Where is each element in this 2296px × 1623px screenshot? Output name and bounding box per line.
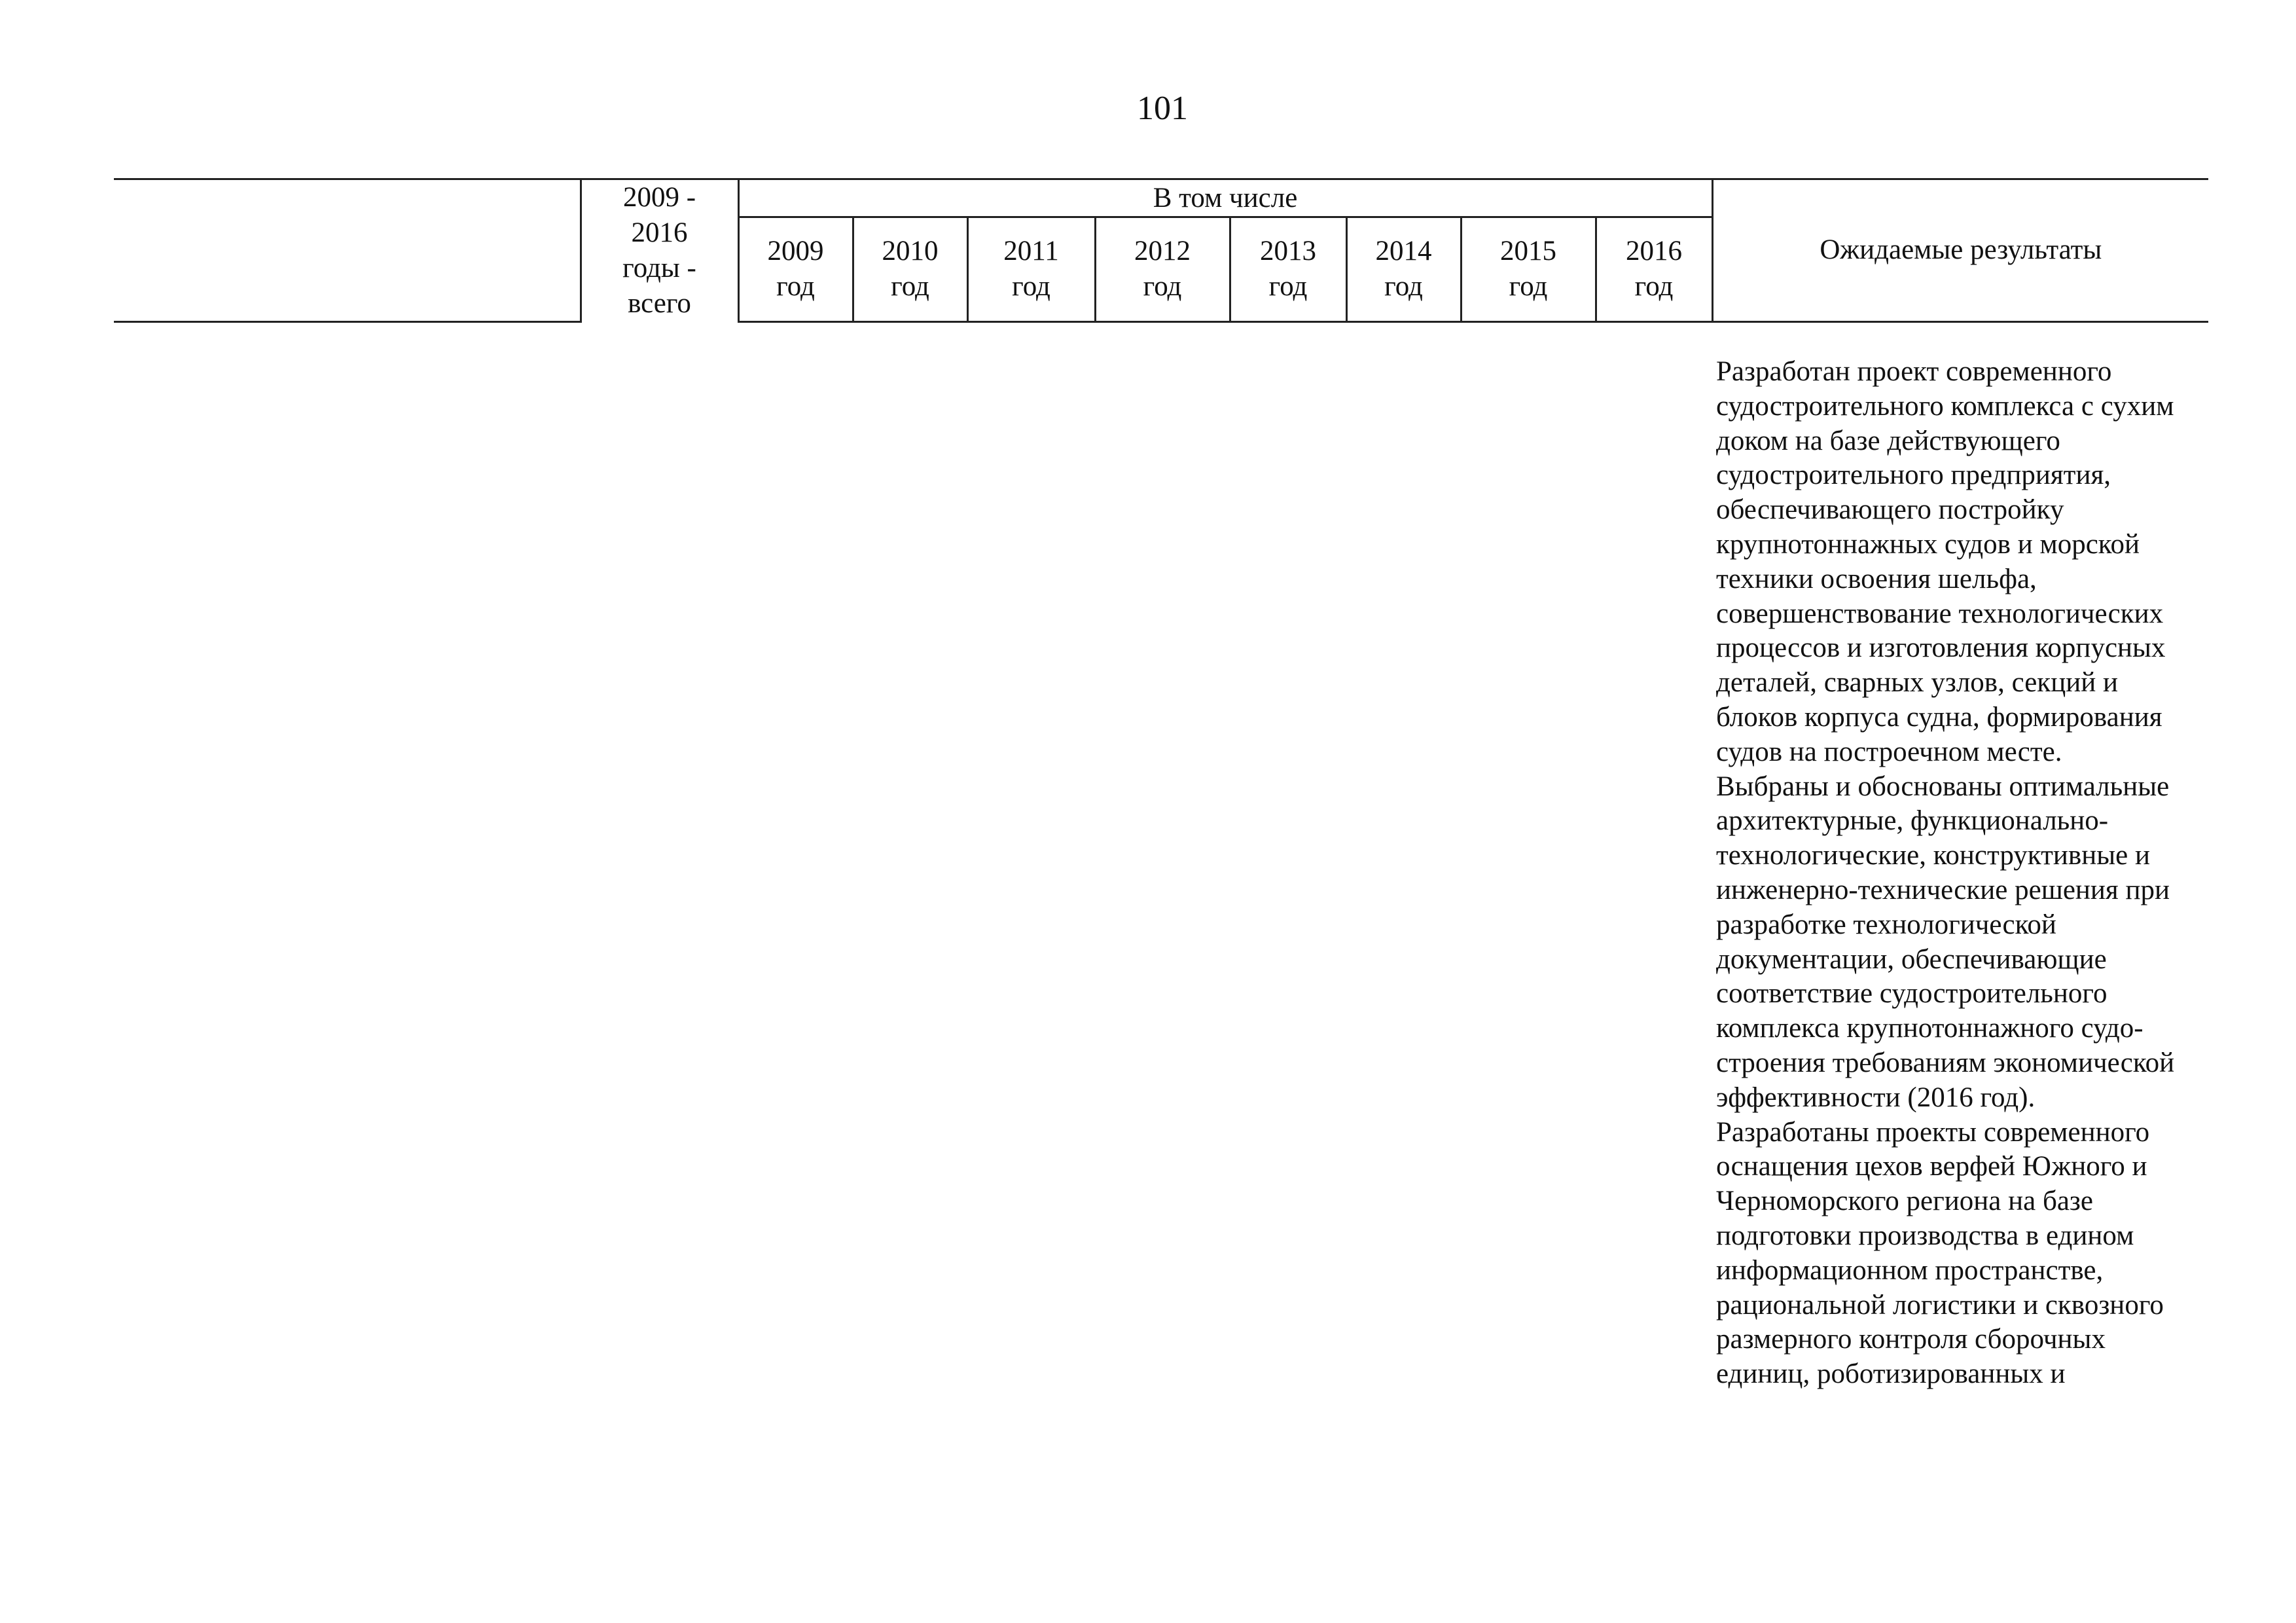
year-header-2014: 2014 год bbox=[1346, 217, 1461, 321]
page-number: 101 bbox=[1137, 90, 1188, 127]
blank-header-cell bbox=[114, 179, 581, 322]
results-paragraph: Разработан проект современного судостроительного комплекса с сухим доком на базе действующего судостроительного предприятия, обеспечивающего постройку крупнотоннажных судов и морской техники освоения шельфа, совершенствование технологических процессов и изготовления корпусных деталей, сварных узлов, секций и блоков корпуса судна, формирования судов на построечном месте. bbox=[1716, 356, 2174, 767]
year-header-2013: 2013 год bbox=[1230, 217, 1346, 321]
year-header-2009: 2009 год bbox=[738, 217, 853, 321]
header-table bbox=[114, 178, 2208, 323]
results-paragraph: Выбраны и обоснованы оптимальные архитектурные, функционально- технологические, конструктивные и инженерно-технические решения при разработке технологической документации, обеспечивающие соответствие судостроительного комплекса крупнотоннажного судо- строения требованиям экономической эффективности (2016 год). bbox=[1716, 771, 2175, 1113]
year-header-2016: 2016 год bbox=[1596, 217, 1712, 321]
expected-results-text bbox=[1716, 355, 2214, 1392]
results-paragraph: Разработаны проекты современного оснащения цехов верфей Южного и Черноморского региона на базе подготовки производства в едином информационном пространстве, рациональной логистики и сквозного размерного контроля сборочных единиц, роботизированных и bbox=[1716, 1116, 2164, 1390]
total-column-header: 2009 - 2016 годы - всего bbox=[581, 179, 738, 322]
year-header-2011: 2011 год bbox=[967, 217, 1095, 321]
year-header-2015: 2015 год bbox=[1461, 217, 1596, 321]
year-header-2012: 2012 год bbox=[1095, 217, 1230, 321]
in-that-number-header: В том числе bbox=[738, 179, 1712, 217]
year-header-2010: 2010 год bbox=[853, 217, 967, 321]
expected-results-header: Ожидаемые результаты bbox=[1712, 179, 2208, 322]
